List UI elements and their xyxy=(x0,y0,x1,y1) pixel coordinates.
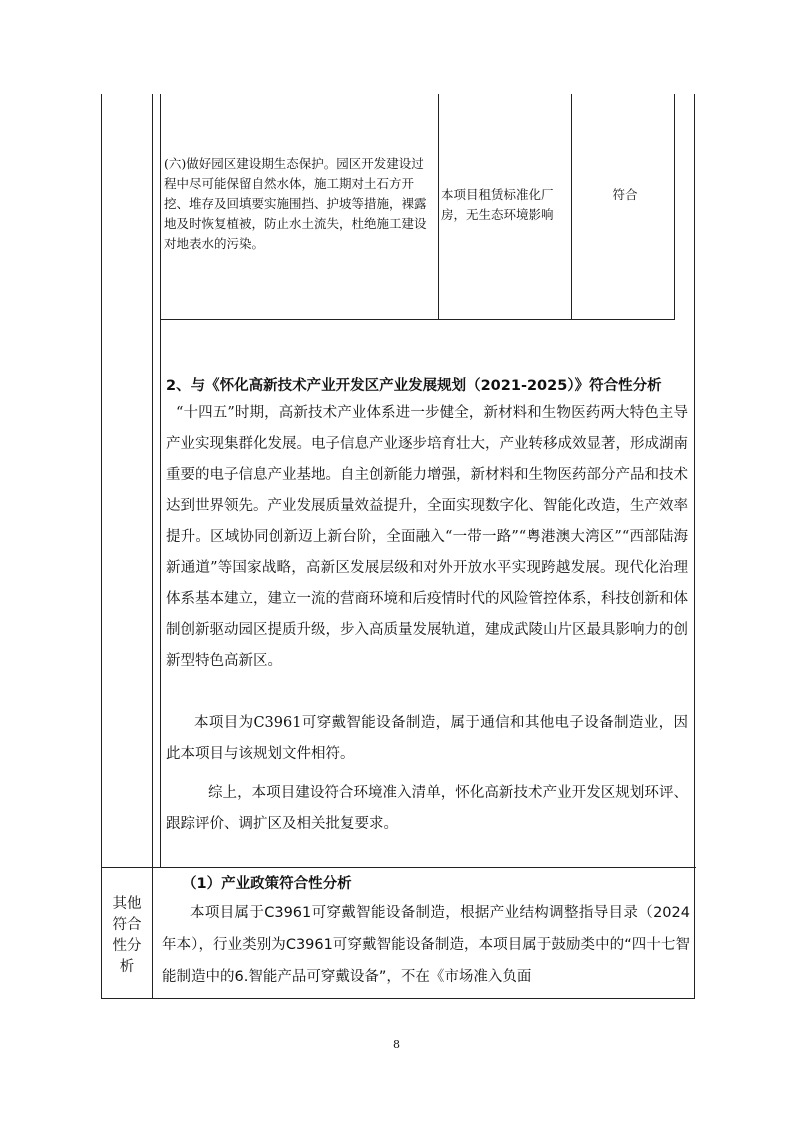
requirement-cell xyxy=(161,94,439,319)
compliance-table xyxy=(160,94,675,320)
requirement-text: (六)做好园区建设期生态保护。园区开发建设过程中尽可能保留自然水体，施工期对土石方开挖、堆存及回填要实施围挡、护坡等措施，裸露地及时恢复植被，防止水土流失，杜绝施工建设对地表水的污染。 xyxy=(164,156,427,251)
section-2-paragraph-1: “十四五”时期，高新技术产业体系进一步健全，新材料和生物医药两大特色主导产业实现集群化发展。电子信息产业逐步培育壮大，产业转移成效显著，形成湖南重要的电子信息产业基地。自主创新能力增强，新材料和生物医药部分产品和技术达到世界领先。产业发展质量效益提升，全面实现数字化、智能化改造，生产效率提升。区域协同创新迈上新台阶，全面融入“一带一路”“粤港澳大湾区”“西部陆海新通道”等国家战略，高新区发展层级和对外开放水平实现跨越发展。现代化治理体系基本建立，建立一流的营商环境和后疫情时代的风险管控体系，科技创新和体制创新驱动园区提质升级，步入高质量发展轨道，建成武陵山片区最具影响力的创新型特色高新区。 xyxy=(166,405,688,669)
conclusion-text: 符合 xyxy=(612,187,638,202)
section-2-paragraph-2: 本项目为C3961可穿戴智能设备制造，属于通信和其他电子设备制造业，因此本项目与该规划文件相符。 xyxy=(166,715,688,762)
label-column-divider xyxy=(152,94,153,999)
industry-policy-heading: （1）产业政策符合性分析 xyxy=(182,876,352,892)
conclusion-cell xyxy=(572,94,674,319)
main-table xyxy=(101,94,695,999)
section-2-paragraph-3: 综上，本项目建设符合环境准入清单，怀化高新技术产业开发区规划环评、跟踪评价、调扩区及相关批复要求。 xyxy=(166,785,688,832)
project-status-text: 本项目租赁标准化厂房，无生态环境影响 xyxy=(441,187,554,222)
page-number: 8 xyxy=(393,1038,400,1051)
other-analysis-label: 其他符合性分析 xyxy=(112,896,142,975)
project-status-cell xyxy=(439,94,572,319)
industry-policy-paragraph: 本项目属于C3961可穿戴智能设备制造，根据产业结构调整指导目录（2024年本），行业类别为C3961可穿戴智能设备制造，本项目属于鼓励类中的“四十七智能制造中的6.智能产品可穿戴设备”，不在《市场准入负面 xyxy=(162,905,690,985)
section-2-heading: 2、与《怀化高新技术产业开发区产业发展规划（2021-2025）》符合性分析 xyxy=(166,378,662,394)
section-divider xyxy=(102,867,696,868)
